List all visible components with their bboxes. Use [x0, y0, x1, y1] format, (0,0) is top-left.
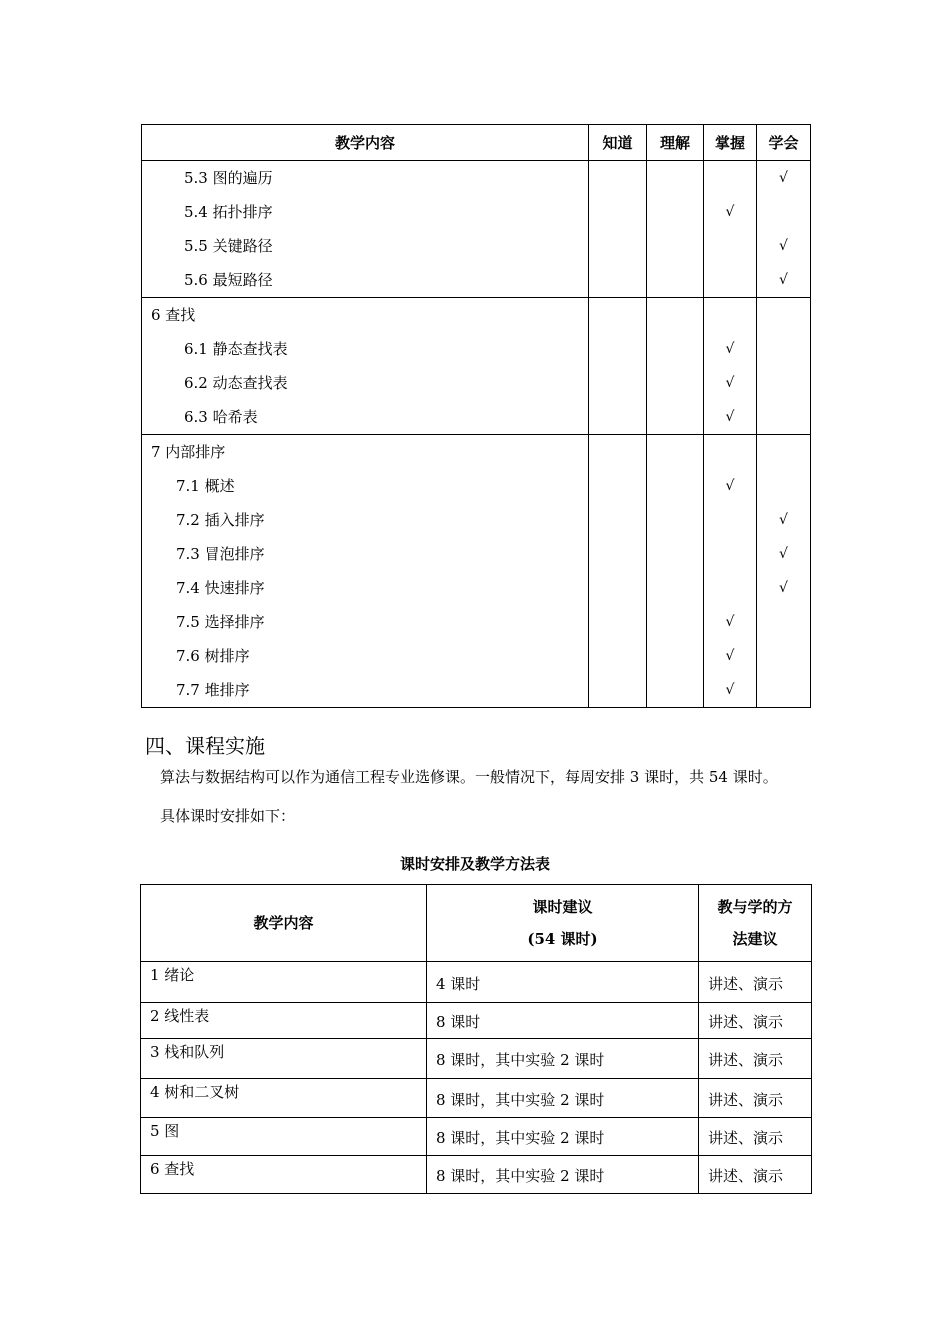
empty-mark [704, 435, 756, 469]
check-mark: √ [779, 580, 788, 596]
topic-label: 7.1 概述 [176, 477, 235, 495]
schedule-hours-cell: 8 课时，其中实验 2 课时 [427, 1079, 699, 1118]
know-cell [589, 161, 647, 298]
schedule-hours-cell: 4 课时 [427, 962, 699, 1003]
check-mark: √ [725, 648, 735, 664]
method-header-line2: 法建议 [732, 930, 778, 948]
empty-mark [704, 537, 756, 571]
empty-mark [647, 469, 703, 503]
empty-mark [647, 263, 703, 297]
content-cell [142, 161, 589, 298]
empty-mark [757, 469, 810, 503]
schedule-content-cell: 6 查找 [141, 1156, 427, 1194]
empty-mark [589, 366, 646, 400]
empty-mark [704, 298, 756, 332]
empty-mark [647, 503, 703, 537]
learning-outcomes-table [141, 124, 811, 708]
section-heading: 四、课程实施 [145, 734, 265, 758]
empty-mark [589, 161, 646, 195]
empty-mark [589, 435, 646, 469]
header-master: 掌握 [704, 125, 757, 161]
schedule-content-cell: 1 绪论 [141, 962, 427, 1003]
schedule-header-row [141, 885, 812, 962]
empty-mark [589, 605, 646, 639]
schedule-table [140, 884, 812, 1194]
topic-label: 6.1 静态查找表 [184, 340, 288, 358]
schedule-method-cell: 讲述、演示 [699, 962, 812, 1003]
topic-label: 5.5 关键路径 [184, 237, 273, 255]
content-cell [142, 298, 589, 435]
schedule-content-cell: 4 树和二叉树 [141, 1079, 427, 1118]
schedule-content-cell: 3 栈和队列 [141, 1039, 427, 1079]
check-mark: √ [725, 614, 735, 630]
empty-mark [757, 332, 810, 366]
empty-mark [647, 435, 703, 469]
topic-label: 5.3 图的遍历 [184, 169, 273, 187]
empty-mark [589, 263, 646, 297]
header-content: 教学内容 [142, 125, 589, 161]
understand-cell [647, 161, 704, 298]
know-cell [589, 298, 647, 435]
schedule-method-cell: 讲述、演示 [699, 1003, 812, 1039]
outcomes-group-row [142, 435, 811, 708]
topic-label: 7.4 快速排序 [176, 579, 265, 597]
topic-label: 7.2 插入排序 [176, 511, 265, 529]
empty-mark [647, 161, 703, 195]
empty-mark [647, 332, 703, 366]
check-mark: √ [725, 682, 735, 698]
hours-header-line1: 课时建议 [532, 898, 593, 916]
empty-mark [589, 673, 646, 707]
check-mark: √ [725, 375, 735, 391]
outcomes-group-row [142, 161, 811, 298]
learn-cell [757, 298, 811, 435]
schedule-row [141, 1039, 812, 1079]
empty-mark [589, 469, 646, 503]
topic-label: 7.5 选择排序 [176, 613, 265, 631]
check-mark: √ [725, 409, 735, 425]
schedule-hours-cell: 8 课时 [427, 1003, 699, 1039]
empty-mark [647, 605, 703, 639]
empty-mark [757, 435, 810, 469]
master-cell [704, 435, 757, 708]
schedule-method-cell: 讲述、演示 [699, 1079, 812, 1118]
empty-mark [704, 571, 756, 605]
understand-cell [647, 298, 704, 435]
header-learn: 学会 [757, 125, 811, 161]
empty-mark [704, 229, 756, 263]
check-mark: √ [779, 546, 788, 562]
empty-mark [647, 298, 703, 332]
empty-mark [647, 229, 703, 263]
schedule-hours-cell: 8 课时，其中实验 2 课时 [427, 1156, 699, 1194]
schedule-header-content: 教学内容 [141, 885, 427, 962]
outcomes-group-row [142, 298, 811, 435]
topic-label: 7.3 冒泡排序 [176, 545, 265, 563]
empty-mark [757, 298, 810, 332]
method-header-line1: 教与学的方 [717, 898, 793, 916]
check-mark: √ [779, 272, 788, 288]
topic-label: 6 查找 [151, 306, 196, 324]
empty-mark [589, 298, 646, 332]
learn-cell [757, 435, 811, 708]
topic-label: 5.4 拓扑排序 [184, 203, 273, 221]
schedule-content-cell: 2 线性表 [141, 1003, 427, 1039]
empty-mark [589, 639, 646, 673]
schedule-row [141, 1003, 812, 1039]
empty-mark [757, 605, 810, 639]
learn-cell [757, 161, 811, 298]
schedule-header-method [699, 885, 812, 962]
outcomes-header-row [142, 125, 811, 161]
topic-label: 7 内部排序 [151, 443, 226, 461]
schedule-hours-cell: 8 课时，其中实验 2 课时 [427, 1039, 699, 1079]
empty-mark [647, 195, 703, 229]
empty-mark [647, 571, 703, 605]
empty-mark [589, 400, 646, 434]
topic-label: 7.6 树排序 [176, 647, 250, 665]
schedule-row [141, 1079, 812, 1118]
check-mark: √ [779, 170, 788, 186]
schedule-hours-cell: 8 课时，其中实验 2 课时 [427, 1118, 699, 1156]
master-cell [704, 161, 757, 298]
check-mark: √ [725, 341, 735, 357]
know-cell [589, 435, 647, 708]
intro-paragraph: 算法与数据结构可以作为通信工程专业选修课。一般情况下，每周安排 3 课时，共 54 课时。 [160, 768, 778, 786]
schedule-row [141, 1156, 812, 1194]
check-mark: √ [725, 204, 735, 220]
check-mark: √ [779, 512, 788, 528]
content-cell [142, 435, 589, 708]
master-cell [704, 298, 757, 435]
schedule-body [141, 962, 812, 1194]
empty-mark [589, 537, 646, 571]
empty-mark [589, 332, 646, 366]
schedule-header-hours [427, 885, 699, 962]
topic-label: 6.2 动态查找表 [184, 374, 288, 392]
header-know: 知道 [589, 125, 647, 161]
check-mark: √ [725, 478, 735, 494]
topic-label: 6.3 哈希表 [184, 408, 258, 426]
empty-mark [647, 537, 703, 571]
empty-mark [704, 503, 756, 537]
empty-mark [589, 229, 646, 263]
schedule-row [141, 1118, 812, 1156]
outcomes-body [142, 161, 811, 708]
understand-cell [647, 435, 704, 708]
empty-mark [589, 571, 646, 605]
schedule-method-cell: 讲述、演示 [699, 1156, 812, 1194]
empty-mark [647, 366, 703, 400]
topic-label: 5.6 最短路径 [184, 271, 273, 289]
header-understand: 理解 [647, 125, 704, 161]
check-mark: √ [779, 238, 788, 254]
empty-mark [704, 161, 756, 195]
schedule-intro: 具体课时安排如下： [160, 807, 296, 825]
empty-mark [647, 639, 703, 673]
schedule-method-cell: 讲述、演示 [699, 1118, 812, 1156]
empty-mark [757, 673, 810, 707]
empty-mark [757, 195, 810, 229]
empty-mark [647, 673, 703, 707]
empty-mark [757, 400, 810, 434]
empty-mark [757, 639, 810, 673]
schedule-method-cell: 讲述、演示 [699, 1039, 812, 1079]
topic-label: 7.7 堆排序 [176, 681, 250, 699]
empty-mark [589, 503, 646, 537]
schedule-content-cell: 5 图 [141, 1118, 427, 1156]
empty-mark [589, 195, 646, 229]
empty-mark [647, 400, 703, 434]
schedule-caption: 课时安排及教学方法表 [399, 855, 550, 873]
schedule-row [141, 962, 812, 1003]
hours-header-line2: (54 课时) [527, 930, 598, 948]
empty-mark [704, 263, 756, 297]
empty-mark [757, 366, 810, 400]
